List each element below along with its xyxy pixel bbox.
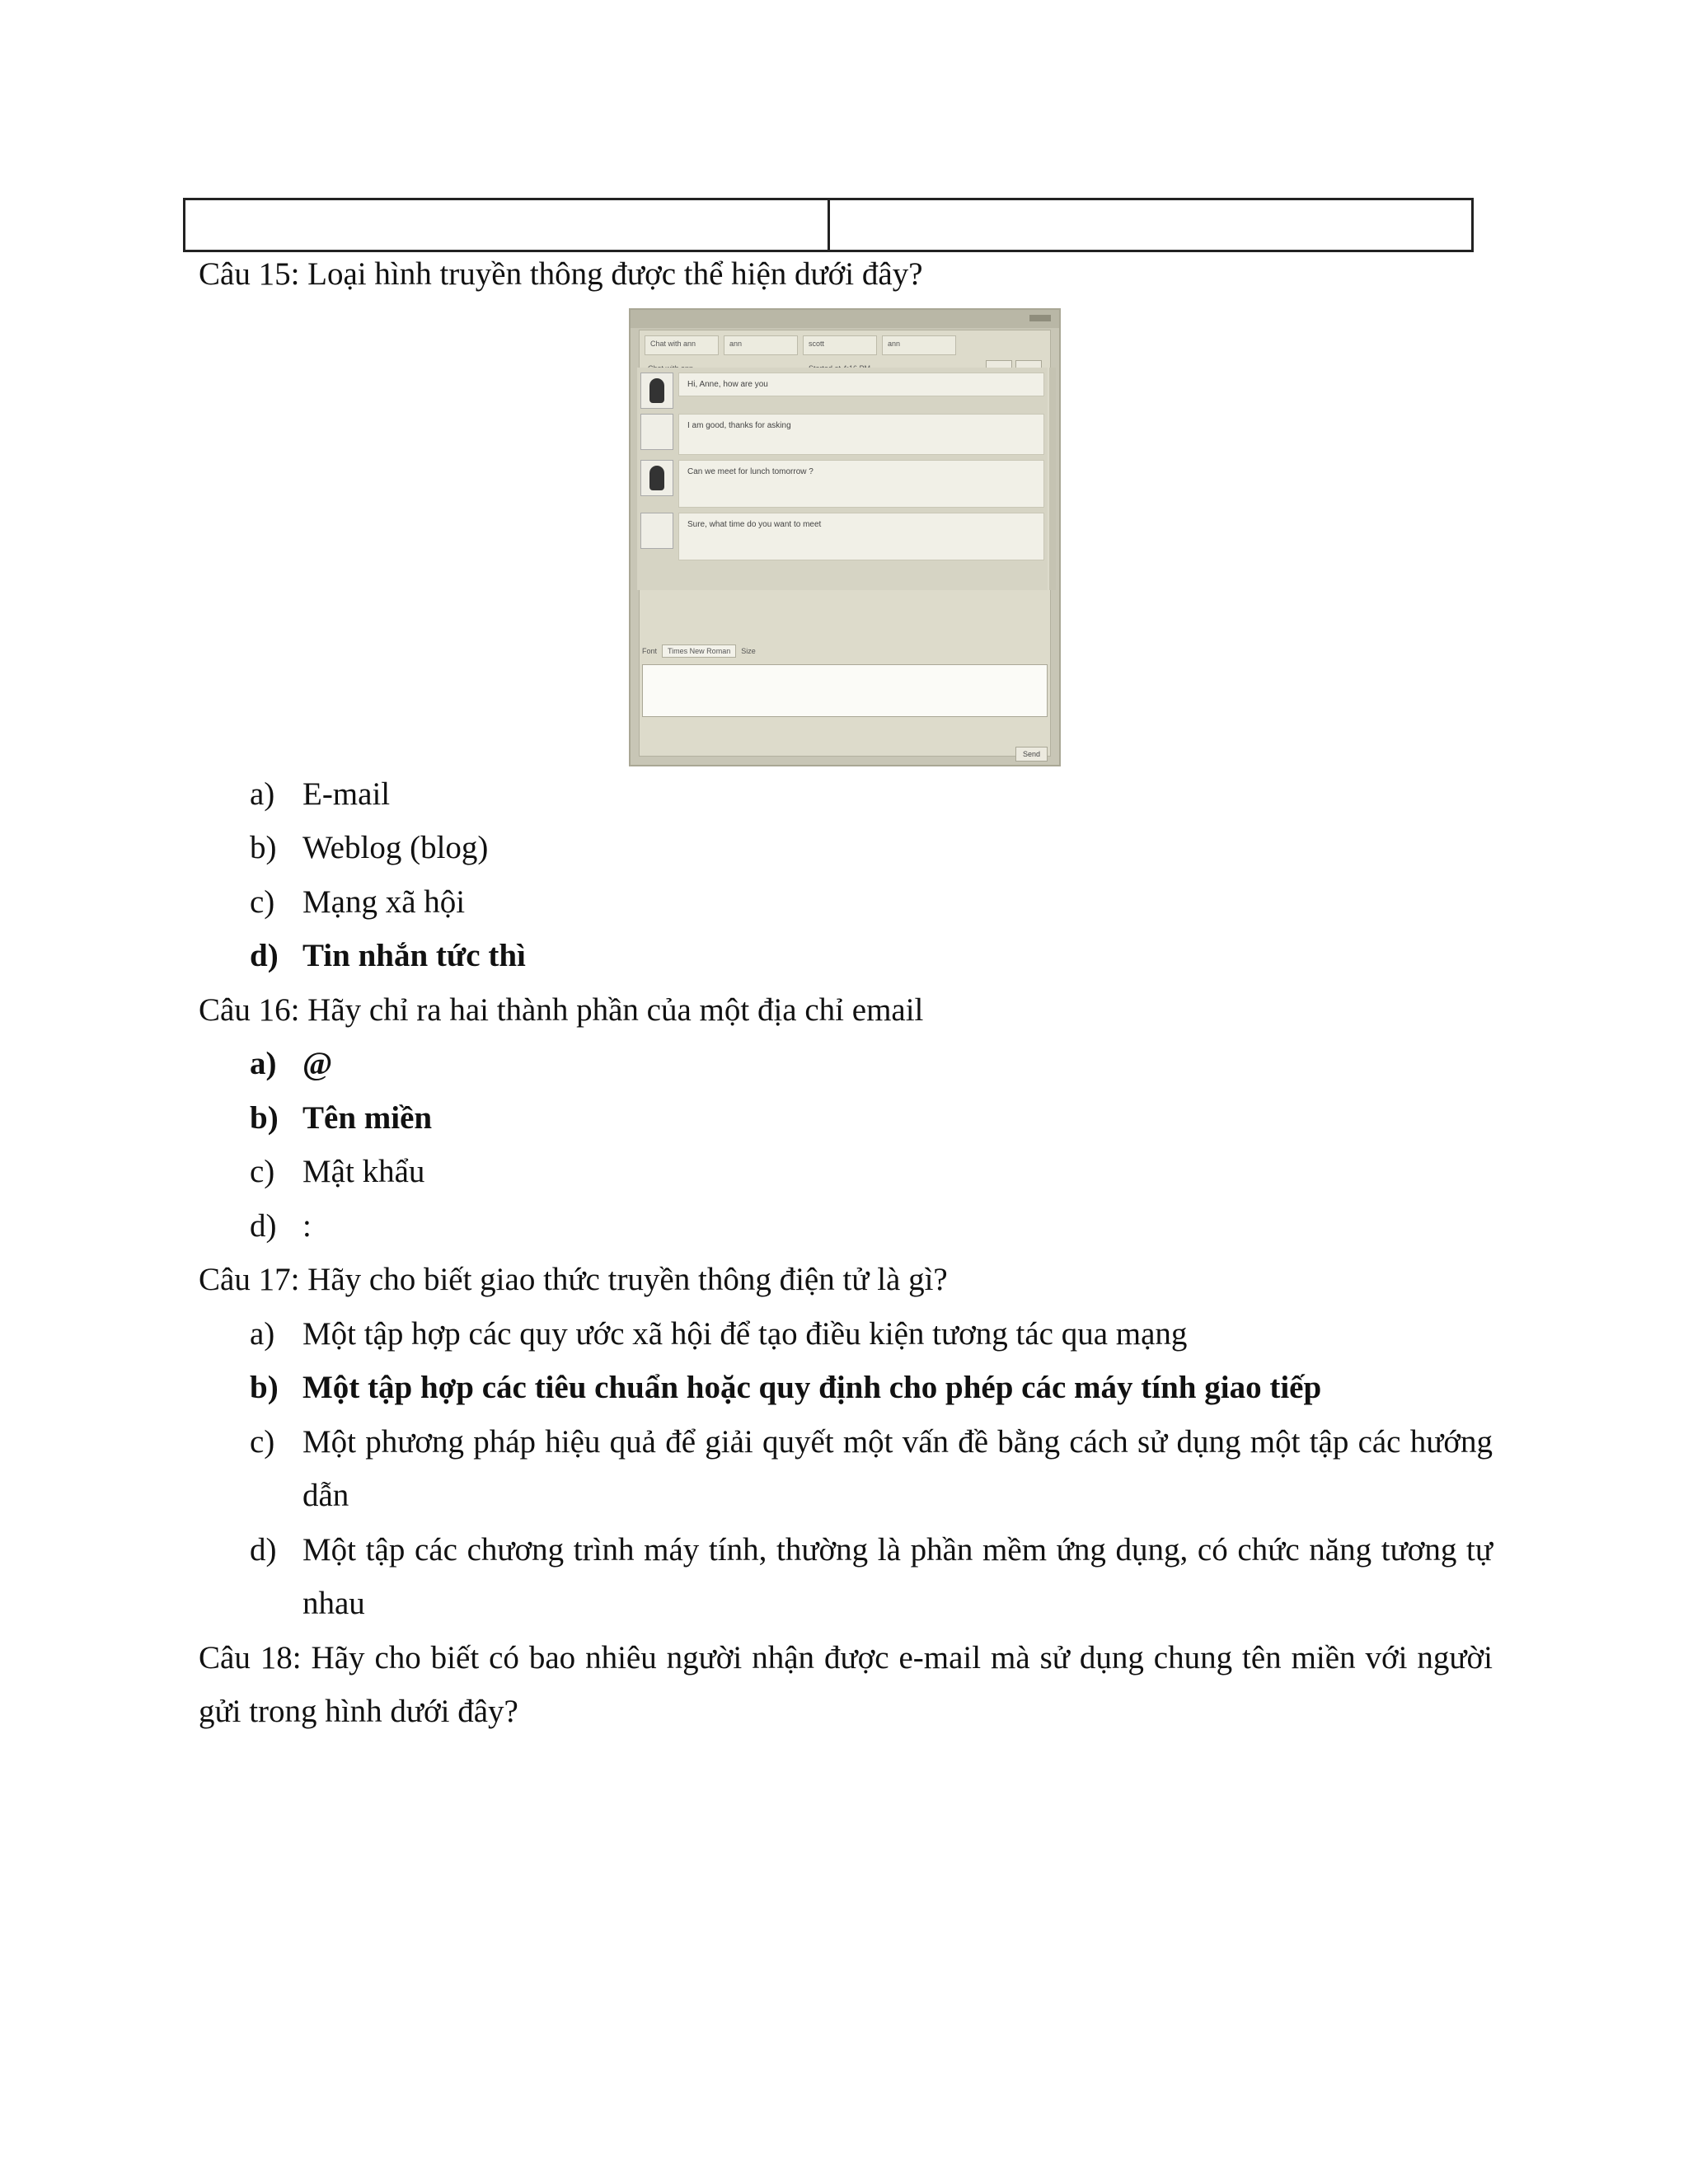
instant-message-window bbox=[629, 308, 1061, 766]
avatar bbox=[640, 373, 673, 409]
option-label: b) bbox=[250, 830, 277, 865]
option-text: Mật khẩu bbox=[302, 1154, 425, 1189]
chat-tab: ann bbox=[882, 335, 956, 355]
avatar bbox=[640, 414, 673, 450]
option-label: c) bbox=[250, 1423, 275, 1460]
question-17: Câu 17: Hãy cho biết giao thức truyền thông điện tử là gì? bbox=[199, 1262, 948, 1297]
option-text: Một tập hợp các tiêu chuẩn hoặc quy định cho phép các máy tính giao tiếp bbox=[302, 1370, 1322, 1405]
message-text: Hi, Anne, how are you bbox=[678, 373, 1044, 396]
option-label: d) bbox=[250, 1207, 277, 1244]
message-item bbox=[640, 513, 1044, 560]
option-text: @ bbox=[302, 1046, 333, 1081]
question-18: Câu 18: Hãy cho biết có bao nhiêu người nhận được e-mail mà sử dụng chung tên miền với người gửi trong hình dưới đây? bbox=[199, 1639, 1493, 1729]
message-text: Sure, what time do you want to meet bbox=[678, 513, 1044, 560]
option-label: b) bbox=[250, 1099, 279, 1136]
option-text: E-mail bbox=[302, 776, 391, 812]
message-text: I am good, thanks for asking bbox=[678, 414, 1044, 455]
option-text: Weblog (blog) bbox=[302, 830, 489, 865]
option-q16-d bbox=[199, 1199, 1493, 1254]
message-item bbox=[640, 414, 1044, 455]
message-scrollbar bbox=[1049, 368, 1056, 590]
avatar bbox=[640, 513, 673, 549]
table-cell bbox=[185, 200, 828, 250]
avatar bbox=[640, 460, 673, 496]
window-titlebar bbox=[631, 310, 1059, 328]
chat-tab: scott bbox=[803, 335, 877, 355]
chat-tab: ann bbox=[724, 335, 798, 355]
message-text: Can we meet for lunch tomorrow ? bbox=[678, 460, 1044, 508]
document-content bbox=[199, 247, 1493, 1739]
option-q15-c bbox=[199, 875, 1493, 930]
option-text: : bbox=[302, 1207, 312, 1244]
question-16: Câu 16: Hãy chỉ ra hai thành phần của một địa chỉ email bbox=[199, 991, 924, 1028]
option-q16-a-correct bbox=[199, 1037, 1493, 1091]
chat-tab: Chat with ann bbox=[645, 335, 719, 355]
font-label: Font bbox=[642, 646, 658, 655]
option-text: Một phương pháp hiệu quả để giải quyết một vấn đề bằng cách sử dụng một tập các hướng dẫn bbox=[302, 1423, 1493, 1513]
send-button: Send bbox=[1015, 747, 1048, 762]
empty-table-row bbox=[183, 198, 1474, 252]
option-text: Một tập hợp các quy ước xã hội để tạo điều kiện tương tác qua mạng bbox=[302, 1315, 1188, 1352]
chat-tabs bbox=[640, 330, 1050, 355]
option-label: d) bbox=[250, 1531, 277, 1568]
option-label: d) bbox=[250, 938, 279, 973]
table-cell bbox=[828, 200, 1472, 250]
option-q16-c bbox=[199, 1145, 1493, 1199]
option-q17-a bbox=[199, 1307, 1493, 1361]
option-label: b) bbox=[250, 1370, 279, 1405]
font-select: Times New Roman bbox=[662, 644, 736, 658]
option-q17-c bbox=[199, 1415, 1493, 1523]
message-compose-box bbox=[642, 664, 1048, 717]
message-item bbox=[640, 373, 1044, 409]
message-list bbox=[637, 368, 1048, 590]
option-text: Tin nhắn tức thì bbox=[302, 938, 526, 973]
option-q15-a bbox=[199, 767, 1493, 822]
question-15: Câu 15: Loại hình truyền thông được thể hiện dưới đây? bbox=[199, 256, 923, 292]
option-text: Một tập các chương trình máy tính, thường là phần mềm ứng dụng, có chức năng tương tự nhau bbox=[302, 1531, 1493, 1621]
option-label: c) bbox=[250, 883, 275, 920]
option-text: Tên miền bbox=[302, 1099, 433, 1136]
size-label: Size bbox=[741, 646, 756, 655]
option-q17-d bbox=[199, 1523, 1493, 1631]
option-q15-b bbox=[199, 821, 1493, 875]
message-item bbox=[640, 460, 1044, 508]
option-text: Mạng xã hội bbox=[302, 883, 466, 920]
option-label: a) bbox=[250, 776, 275, 812]
format-toolbar bbox=[637, 641, 1053, 661]
option-q17-b-correct bbox=[199, 1361, 1493, 1415]
chat-window-figure bbox=[199, 302, 1493, 767]
option-label: a) bbox=[250, 1046, 277, 1081]
option-label: a) bbox=[250, 1315, 275, 1352]
option-q15-d-correct bbox=[199, 929, 1493, 983]
window-controls-icon bbox=[1029, 315, 1051, 321]
option-label: c) bbox=[250, 1154, 275, 1189]
option-q16-b-correct bbox=[199, 1091, 1493, 1146]
